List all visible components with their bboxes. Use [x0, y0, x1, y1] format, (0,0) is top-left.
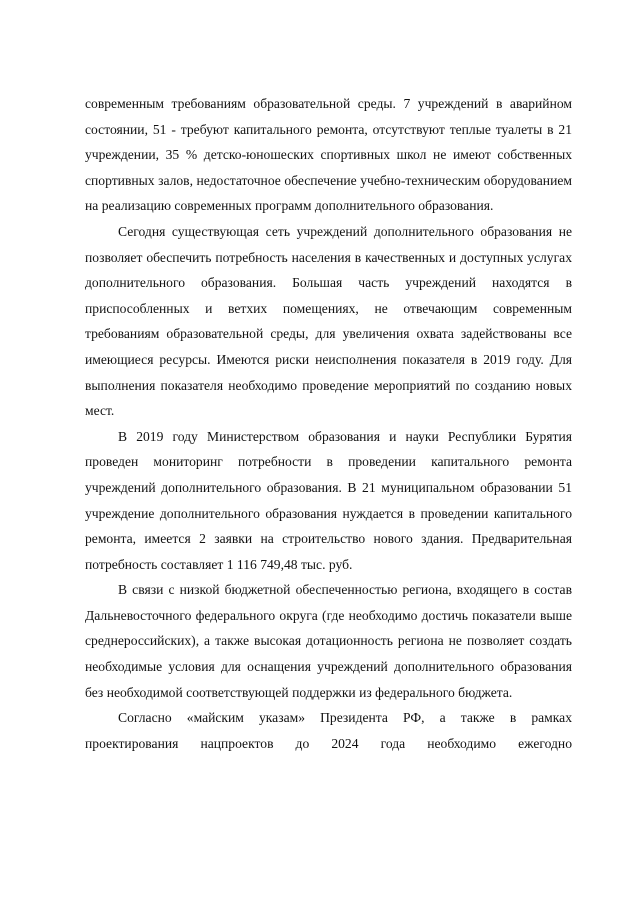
document-body [85, 91, 572, 756]
paragraph-3: В 2019 году Министерством образования и науки Республики Бурятия проведен мониторинг потребности в проведении капитального ремонта учреждений дополнительного образования. В 21 муниципальном образовании 51 учреждение дополнительного образования нуждается в проведении капитального ремонта, имеется 2 заявки на строительство нового здания. Предварительная потребность составляет 1 116 749,48 тыс. руб. [85, 428, 572, 572]
paragraph-2: Сегодня существующая сеть учреждений дополнительного образования не позволяет обеспечить потребность населения в качественных и доступных услугах дополнительного образования. Большая часть учреждений находятся в приспособленных и ветхих помещениях, не отвечающим современным требованиям образовательной среды, для увеличения охвата задействованы все имеющиеся ресурсы. Имеются риски неисполнения показателя в 2019 году. Для выполнения показателя необходимо проведение мероприятий по созданию новых мест. [85, 223, 572, 419]
paragraph-5: Согласно «майским указам» Президента РФ, а также в рамках проектирования нацпроектов до 2024 года необходимо ежегодно [85, 710, 572, 751]
paragraph-1: современным требованиям образовательной среды. 7 учреждений в аварийном состоянии, 51 - требуют капитального ремонта, отсутствуют теплые туалеты в 21 учреждении, 35 % детско-юношеских спортивных школ не имеют собственных спортивных залов, недостаточное обеспечение учебно-техническим оборудованием на реализацию современных программ дополнительного образования. [85, 96, 572, 214]
paragraph-4: В связи с низкой бюджетной обеспеченностью региона, входящего в состав Дальневосточного федерального округа (где необходимо достичь показатели выше среднероссийских), а также высокая дотационность региона не позволяет создать необходимые условия для оснащения учреждений дополнительного образования без необходимой соответствующей поддержки из федерального бюджета. [85, 582, 572, 700]
